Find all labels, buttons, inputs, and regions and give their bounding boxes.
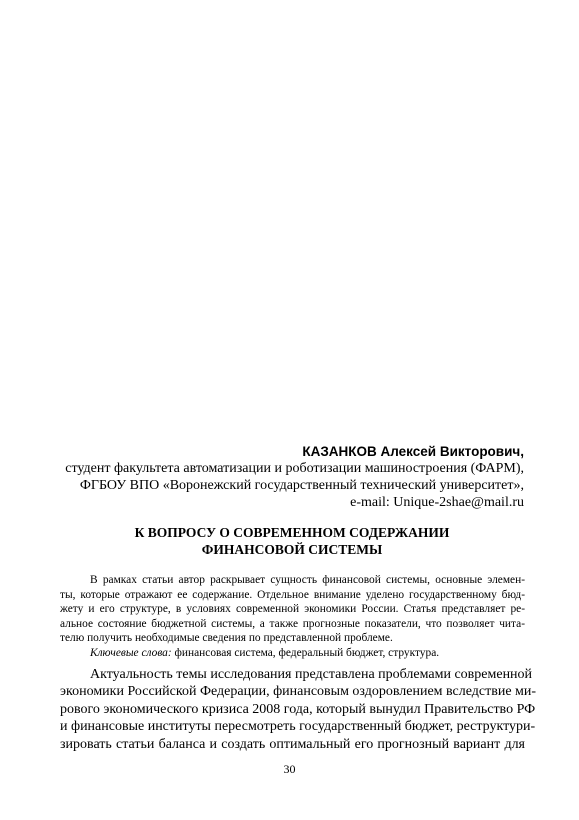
abstract-line: альное состояние бюджетной системы, а также прогнозные показатели, что позволяет чита- — [60, 617, 525, 630]
keywords-label: Ключевые слова: — [90, 646, 172, 659]
author-name: КАЗАНКОВ Алексей Викторович, — [302, 444, 524, 459]
author-affiliation-line-2: ФГБОУ ВПО «Воронежский государственный технический университет», — [79, 478, 524, 493]
abstract — [60, 573, 525, 661]
body-line: экономики Российской Федерации, финансовым оздоровлением вследствие ми- — [60, 684, 537, 700]
article-title-line-2: ФИНАНСОВОЙ СИСТЕМЫ — [201, 542, 383, 557]
author-block — [60, 443, 524, 511]
body-line: Актуальность темы исследования представлена проблемами современной — [90, 667, 533, 682]
abstract-line: телю получить необходимые сведения по представленной проблеме. — [60, 632, 393, 645]
abstract-line: В рамках статьи автор раскрывает сущность финансовой системы, основные элемен- — [90, 574, 525, 586]
body-text — [60, 666, 537, 753]
abstract-line: жету и его структуре, в условиях современной экономики России. Статья представляет ре- — [60, 603, 525, 616]
author-email: e-mail: Unique-2shae@mail.ru — [350, 495, 524, 510]
body-line: и финансовые институты пересмотреть государственный бюджет, реструктури- — [60, 719, 536, 735]
body-line: зировать статьи баланса и создать оптимальный его прогнозный вариант для — [60, 736, 525, 752]
keywords — [60, 646, 525, 661]
body-line: рового экономического кризиса 2008 года, который вынудил Правительство РФ — [60, 701, 536, 717]
article-title-line-1: К ВОПРОСУ О СОВРЕМЕННОМ СОДЕРЖАНИИ — [134, 525, 450, 540]
abstract-line: ты, которые отражают ее содержание. Отдельное внимание уделено государственному бюд- — [60, 588, 525, 601]
keywords-text: финансовая система, федеральный бюджет, структура. — [171, 646, 440, 659]
author-affiliation-line-1: студент факультета автоматизации и роботизации машиностроения (ФАРМ), — [65, 461, 524, 476]
article-title — [60, 524, 524, 558]
page-number: 30 — [283, 762, 296, 776]
